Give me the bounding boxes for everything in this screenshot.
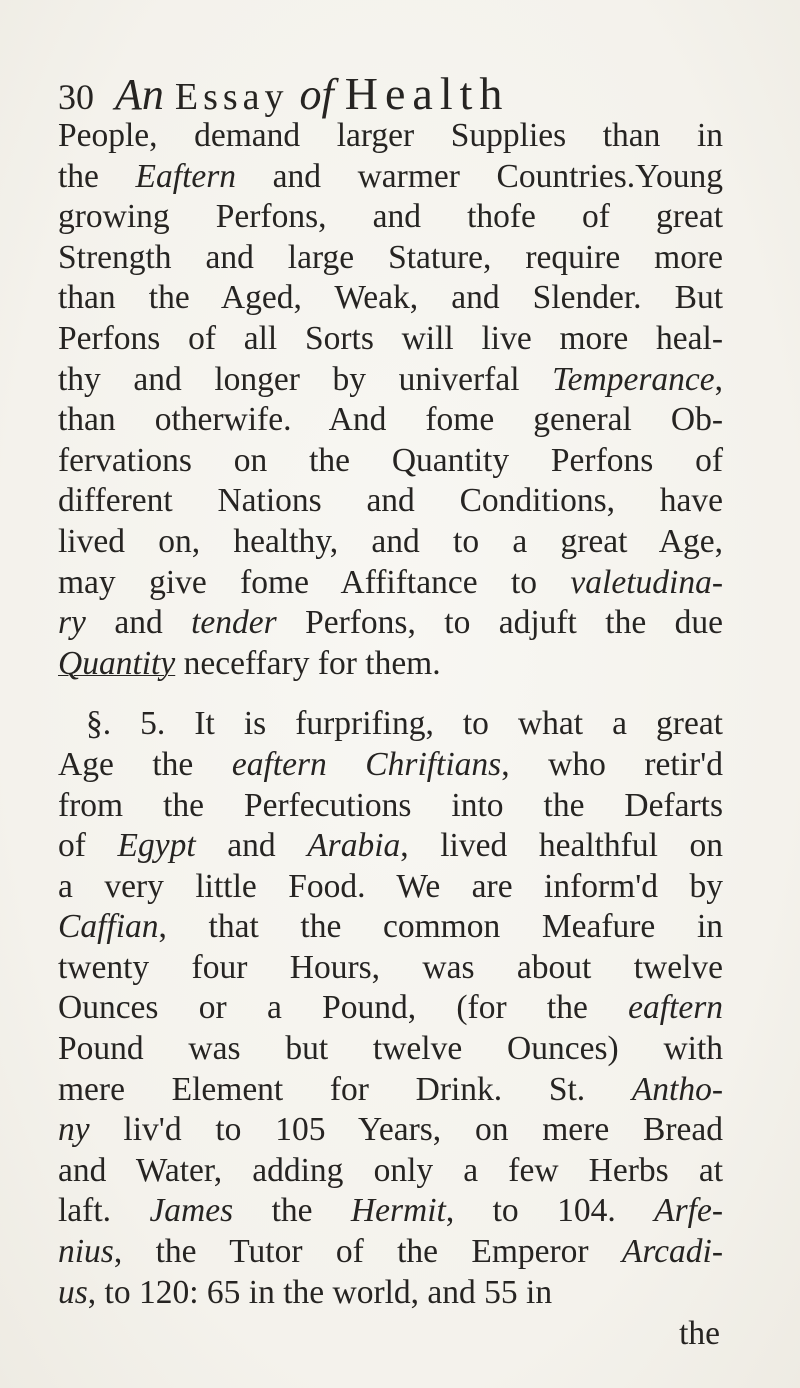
- text-line: [58, 1191, 723, 1232]
- line-text: , lived healthful on: [400, 827, 723, 865]
- line-text: twenty four Hours, was about twelve: [58, 948, 723, 986]
- italic-term: ry: [58, 604, 86, 642]
- line-text: lived on, healthy, and to a great Age,: [58, 522, 723, 560]
- line-text: Strength and large Stature, require more: [58, 238, 723, 276]
- line-text: Pound was but twelve Ounces) with: [58, 1030, 723, 1068]
- line-text: and warmer Countries.Young: [236, 157, 724, 195]
- line-text: , who retir'd: [501, 745, 723, 783]
- line-text: may give fome Affiftance to: [58, 563, 571, 601]
- text-line: [58, 1232, 723, 1273]
- text-line: [58, 360, 723, 401]
- line-text: §. 5. It is furprifing, to what a great: [86, 705, 723, 743]
- line-text: Ounces or a Pound, (for the: [58, 989, 629, 1027]
- text-line: [58, 603, 723, 644]
- line-text: and: [85, 604, 192, 642]
- line-text: thy and longer by univerfal: [58, 360, 553, 398]
- italic-term: Egypt: [117, 827, 196, 865]
- title-an: An: [115, 70, 164, 119]
- line-text: People, demand larger Supplies than in: [58, 117, 723, 154]
- line-text: fervations on the Quantity Perfons of: [58, 441, 723, 479]
- text-line: [58, 948, 723, 989]
- line-text: the: [233, 1192, 351, 1230]
- italic-term: Arfe-: [654, 1192, 723, 1230]
- running-head: [58, 64, 718, 124]
- italic-term: Arabia: [307, 827, 401, 865]
- line-text: Perfons, to adjuft the due: [276, 604, 723, 642]
- text-line: [58, 400, 723, 441]
- text-line: [58, 1273, 723, 1314]
- text-line: [58, 704, 723, 745]
- line-text: mere Element for Drink. St.: [58, 1070, 632, 1108]
- italic-term: Caffian: [58, 908, 159, 946]
- line-text: ,: [714, 360, 723, 398]
- italic-term: valetudina-: [570, 563, 723, 601]
- line-text: , to 120: 65 in the world, and 55 in: [87, 1273, 553, 1311]
- italic-term: ny: [58, 1111, 90, 1149]
- line-text: laft.: [58, 1192, 150, 1230]
- line-text: than otherwife. And fome general Ob-: [58, 401, 723, 439]
- text-line: [58, 826, 723, 867]
- line-text: neceffary for them.: [175, 644, 441, 682]
- paragraph-2: [58, 704, 723, 1313]
- line-text: liv'd to 105 Years, on mere Bread: [89, 1111, 723, 1149]
- text-line: [58, 197, 723, 238]
- title-essay: Essay: [174, 76, 289, 118]
- text-line: [58, 644, 723, 685]
- text-line: [58, 1110, 723, 1151]
- italic-term: nius: [58, 1233, 114, 1271]
- text-line: [58, 522, 723, 563]
- line-text: , to 104.: [445, 1192, 655, 1230]
- italic-term: Quantity: [58, 644, 176, 682]
- line-text: than the Aged, Weak, and Slender. But: [58, 279, 723, 317]
- text-line: [58, 238, 723, 279]
- text-line: [58, 1029, 723, 1070]
- title-of: of: [299, 70, 334, 119]
- line-text: , that the common Meafure in: [158, 908, 723, 946]
- line-text: , the Tutor of the Emperor: [113, 1233, 622, 1271]
- paragraph-gap: [58, 684, 723, 704]
- italic-term: Antho-: [631, 1070, 723, 1108]
- text-line: [58, 278, 723, 319]
- line-text: a very little Food. We are inform'd by: [58, 867, 723, 905]
- italic-term: tender: [191, 604, 277, 642]
- catchword: the: [679, 1315, 720, 1352]
- line-text: and Water, adding only a few Herbs at: [58, 1151, 723, 1189]
- text-line: [58, 563, 723, 604]
- italic-term: Hermit: [350, 1192, 446, 1230]
- text-line: [58, 116, 723, 157]
- italic-term: Arcadi-: [621, 1233, 723, 1271]
- text-line: [58, 441, 723, 482]
- text-line: [58, 319, 723, 360]
- text-line: [58, 988, 723, 1029]
- italic-term: Temperance: [552, 360, 715, 398]
- line-text: from the Perfecutions into the Defarts: [58, 786, 723, 824]
- text-line: [58, 867, 723, 908]
- italic-term: us: [58, 1273, 88, 1311]
- title-health: Health: [344, 68, 510, 119]
- line-text: of: [58, 827, 118, 865]
- line-text: the: [58, 157, 136, 195]
- paragraph-1: [58, 116, 723, 684]
- text-line: [58, 157, 723, 198]
- text-line: [58, 745, 723, 786]
- italic-term: Eaftern: [135, 157, 237, 195]
- text-line: [58, 1151, 723, 1192]
- line-text: and: [195, 827, 308, 865]
- line-text: Perfons of all Sorts will live more heal-: [58, 319, 723, 357]
- italic-term: eaftern Chriftians: [231, 745, 502, 783]
- page-number: 30: [58, 77, 94, 117]
- line-text: different Nations and Conditions, have: [58, 482, 723, 520]
- italic-term: James: [149, 1192, 234, 1230]
- line-text: growing Perfons, and thofe of great: [58, 198, 723, 236]
- line-text: Age the: [58, 745, 232, 783]
- text-line: [58, 786, 723, 827]
- text-line: [58, 1070, 723, 1111]
- text-line: [58, 481, 723, 522]
- body-text: [58, 116, 723, 1313]
- italic-term: eaftern: [628, 989, 723, 1027]
- text-line: [58, 907, 723, 948]
